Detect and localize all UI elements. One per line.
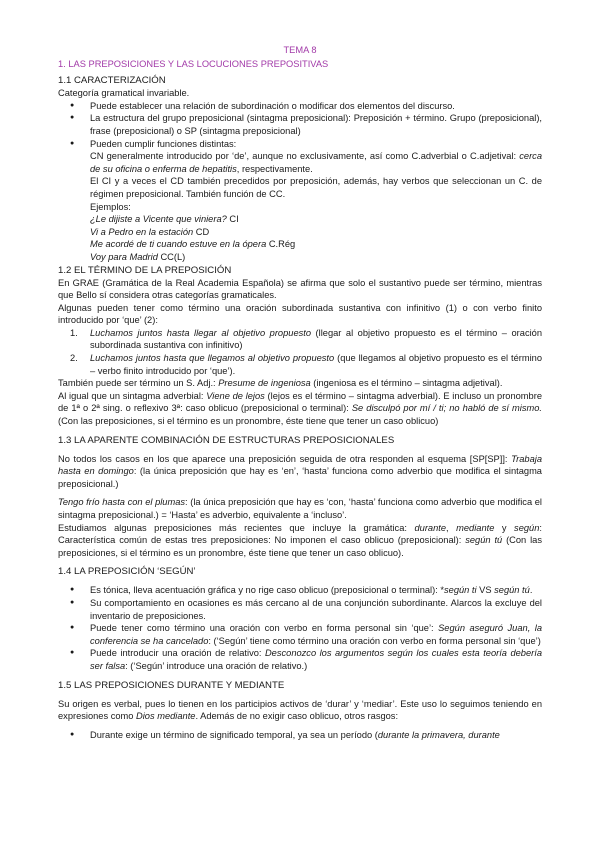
section-1-2-p3: También puede ser término un S. Adj.: Presume de ingeniosa (ingeniosa es el término – sintagma adjetival). <box>58 378 503 389</box>
list-item: 2. Luchamos juntos hasta que llegamos al objetivo propuesto (que llegamos al objetivo propuesto es el término – verbo finito introducido por ‘que’). <box>70 353 542 376</box>
section-1-2-p2: Algunas pueden tener como término una oración subordinada sustantiva con infinitivo (1) o con verbo finito introducido por ‘que’ (2): <box>58 302 542 326</box>
section-1-1-intro: Categoría gramatical invariable. <box>58 88 190 99</box>
functions-ci: El CI y a veces el CD también precedidos por preposición, además, hay verbos que seleccionan un C. de régimen preposicional. También función de CC. <box>90 176 542 199</box>
examples-label: Ejemplos: <box>90 201 131 212</box>
functions-cn: CN generalmente introducido por ‘de’, aunque no exclusivamente, así como C.adverbial o C.adjetival: cerca de su oficina o enferma de hepatitis, respectivamente. <box>90 151 542 174</box>
section-1-1-heading: 1.1 CARACTERIZACIÓN <box>58 75 166 87</box>
section-1-2-p4: Al igual que un sintagma adverbial: Viene de lejos (lejos es el término – sintagma adverbial). E incluso un pronombre de 1ª o 2ª sing. o reflexivo 3ª: caso oblicuo (preposicional o terminal): Se disculpó por mí / ti; no habló de sí mismo. (Con las preposiciones, si el término es un pronombre, éste tiene que tener un caso oblicuo) <box>58 390 542 427</box>
list-item: ● Durante exige un término de significado temporal, ya sea un período (durante la primavera, durante <box>90 729 542 742</box>
list-item: ● Su comportamiento en ocasiones es más cercano al de una conjunción subordinante. Alarcos la excluye del inventario de preposiciones. <box>90 597 542 622</box>
list-item: ● La estructura del grupo preposicional (sintagma preposicional): Preposición + término. Grupo (preposicional), frase (preposicional) o SP (sintagma preposicional) <box>90 112 542 137</box>
section-1-3-p3: Estudiamos algunas preposiciones más recientes que incluye la gramática: durante, mediante y según: Característica común de estas tres preposiciones: No imponen el caso oblicuo (preposicional): según tú (Con las preposiciones, si el término es un pronombre, éste tiene que tener un caso oblicuo). <box>58 522 542 558</box>
section-1-3-p1: No todos los casos en los que aparece una preposición seguida de otra responden al esquema [SP[SP]]: Trabaja hasta en domingo: (la única preposición que hay es ‘en’, ‘hasta’ funciona como adverbio que modifica el sintagma preposicional.) <box>58 453 542 489</box>
section-1-2-list <box>58 327 542 377</box>
section-1-3-p2: Tengo frío hasta con el plumas: (la única preposición que hay es ‘con, ‘hasta’ funciona como adverbio que modifica el sintagma preposicional.) = ‘Hasta’ es adverbio, equivalente a ‘incluso’. <box>58 497 542 520</box>
section-1-4-list <box>58 584 542 672</box>
section-1-2-p1: En GRAE (Gramática de la Real Academia Española) se afirma que solo el sustantivo puede ser término, mientras que Bello sí considera otras categorías gramaticales. <box>58 277 542 301</box>
list-item: ● Puede introducir una oración de relativo: Desconozco los argumentos según los cuales esta teoría debería ser falsa: (‘Según’ introduce una oración de relativo.) <box>90 647 542 672</box>
section-1-2-heading: 1.2 EL TÉRMINO DE LA PREPOSICIÓN <box>58 264 232 276</box>
list-item: ● Puede establecer una relación de subordinación o modificar dos elementos del discurso. <box>90 100 542 113</box>
section-1-5-p1: Su origen es verbal, pues lo tienen en los participios activos de ‘durar’ y ‘mediar’. Este uso lo seguimos teniendo en expresiones como Dios mediante. Además de no exigir caso oblicuo, otros rasgos: <box>58 698 542 722</box>
list-item: ● Es tónica, lleva acentuación gráfica y no rige caso oblicuo (preposicional o terminal): *según ti VS según tú. <box>90 584 542 597</box>
example-2: Vi a Pedro en la estación CD <box>90 226 210 237</box>
section-1-4-heading: 1.4 LA PREPOSICIÓN ‘SEGÚN’ <box>58 566 196 578</box>
document-title: TEMA 8 <box>283 45 317 55</box>
section-1-3-heading: 1.3 LA APARENTE COMBINACIÓN DE ESTRUCTURAS PREPOSICIONALES <box>58 434 395 446</box>
section-1-5-heading: 1.5 LAS PREPOSICIONES DURANTE Y MEDIANTE <box>58 679 285 691</box>
chapter-heading: 1. LAS PREPOSICIONES Y LAS LOCUCIONES PREPOSITIVAS <box>58 58 329 69</box>
list-item: 1. Luchamos juntos hasta llegar al objetivo propuesto (llegar al objetivo propuesto es el término – oración subordinada sustantiva con infinitivo) <box>70 327 542 351</box>
section-1-1-list <box>58 100 542 264</box>
example-1: ¿Le dijiste a Vicente que viniera? CI <box>90 214 239 225</box>
example-4: Voy para Madrid CC(L) <box>90 251 186 262</box>
list-item: ● Pueden cumplir funciones distintas: CN generalmente introducido por ‘de’, aunque no exclusivamente, así como C.adverbial o C.adjetival: cerca de su oficina o enferma de hepatitis, respectivamente. El CI y a veces el CD también precedidos por preposición, además, hay verbos que seleccionan un C. de régimen preposicional. También función de CC. Ejemplos: ¿Le dijiste a Vicente que viniera? CI Vi a Pedro en la estación CD Me acordé de ti cuando estuve en la ópera C.Rég Voy para Madrid CC(L) <box>90 138 542 264</box>
section-1-5-list <box>58 729 542 742</box>
example-3: Me acordé de ti cuando estuve en la ópera C.Rég <box>90 239 296 250</box>
list-item: ● Puede tener como término una oración con verbo en forma personal sin ‘que’: Según aseguró Juan, la conferencia se ha cancelado: (‘Según’ tiene como término una oración con verbo en forma personal sin ‘que’) <box>90 622 542 647</box>
